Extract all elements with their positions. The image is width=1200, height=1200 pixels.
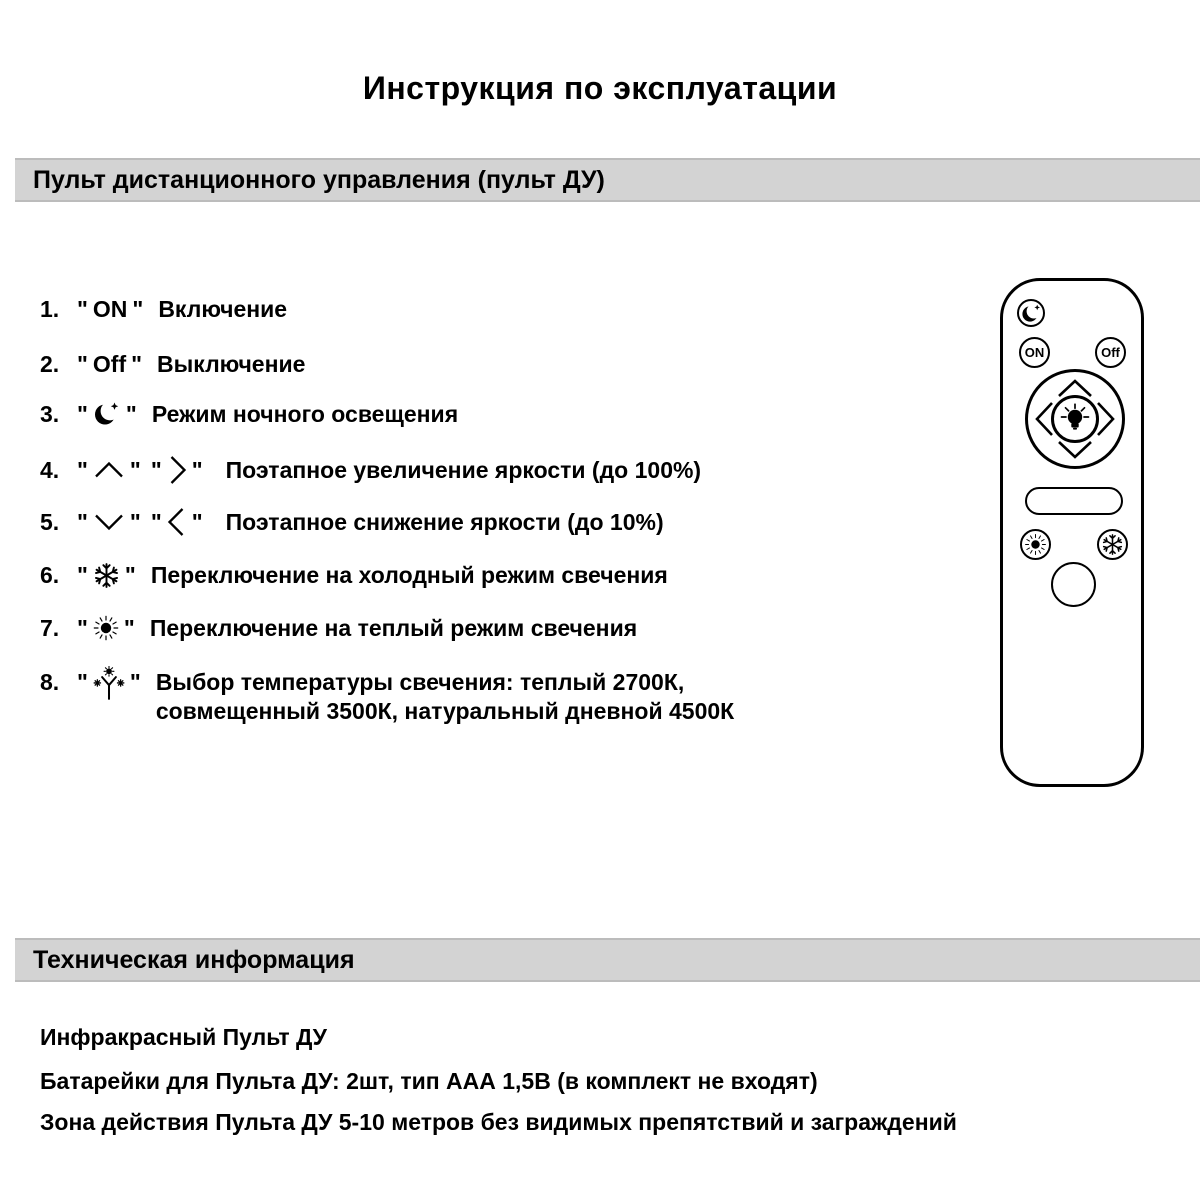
quote-mark: "	[77, 400, 88, 427]
chevron-right-icon	[1098, 403, 1113, 435]
remote-illustration	[1000, 278, 1144, 787]
item-number: 7.	[40, 614, 60, 641]
light-bulb-icon	[1055, 399, 1095, 439]
remote-cold-mode-button	[1097, 529, 1128, 560]
remote-on-button	[1019, 337, 1050, 368]
remote-off-label: Off	[1101, 345, 1120, 360]
tech-info-line: Зона действия Пульта ДУ 5-10 метров без видимых препятствий и заграждений	[40, 1109, 957, 1135]
off-label: Off	[92, 350, 127, 377]
list-item	[40, 294, 287, 324]
item-description-line1: Выбор температуры свечения: теплый 2700К,	[155, 669, 685, 695]
quote-mark: "	[77, 561, 88, 588]
quote-mark: "	[123, 614, 135, 641]
quote-mark: "	[129, 456, 141, 483]
moon-icon	[93, 400, 121, 428]
remote-center-button	[1051, 395, 1099, 443]
list-item	[40, 668, 734, 726]
remote-pill-button	[1025, 487, 1123, 515]
list-item	[40, 349, 305, 379]
chevron-left-icon	[1037, 403, 1052, 435]
list-item	[40, 507, 664, 537]
quote-mark: "	[191, 456, 203, 483]
remote-on-label: ON	[1024, 345, 1045, 360]
on-label: ON	[92, 295, 128, 322]
chevron-right-icon	[167, 454, 187, 486]
quote-mark: "	[191, 508, 203, 535]
quote-mark: "	[77, 350, 88, 377]
item-description: Поэтапное снижение яркости (до 10%)	[225, 508, 664, 535]
remote-blank-button	[1051, 562, 1096, 607]
list-item	[40, 613, 637, 643]
item-description: Режим ночного освещения	[151, 400, 459, 427]
quote-mark: "	[77, 614, 88, 641]
item-number: 4.	[40, 456, 60, 483]
list-item	[40, 455, 701, 485]
chevron-down-icon	[1059, 442, 1091, 457]
sun-icon	[1024, 533, 1047, 556]
quote-mark: "	[124, 561, 136, 588]
quote-mark: "	[77, 508, 88, 535]
chevron-left-icon	[167, 506, 187, 538]
quote-mark: "	[77, 295, 88, 322]
quote-mark: "	[150, 456, 162, 483]
quote-mark: "	[129, 508, 141, 535]
remote-off-button	[1095, 337, 1126, 368]
item-number: 3.	[40, 400, 60, 427]
item-description-line2: совмещенный 3500К, натуральный дневной 4500К	[155, 698, 735, 724]
remote-night-mode-button	[1017, 299, 1045, 327]
item-description: Выключение	[157, 350, 306, 377]
section-header-tech	[15, 938, 1200, 982]
page-title: Инструкция по эксплуатации	[362, 70, 838, 106]
item-number: 2.	[40, 350, 60, 377]
quote-mark: "	[129, 669, 141, 695]
item-number: 5.	[40, 508, 60, 535]
sun-icon	[93, 615, 119, 641]
tech-info-line: Батарейки для Пульта ДУ: 2шт, тип ААА 1,5В (в комплект не входят)	[40, 1068, 818, 1094]
item-description	[156, 668, 734, 726]
item-description: Включение	[158, 295, 288, 322]
chevron-down-icon	[93, 513, 125, 531]
snowflake-icon	[1101, 533, 1124, 556]
list-item	[40, 399, 458, 429]
chevron-up-icon	[1059, 381, 1091, 396]
list-item	[40, 560, 668, 590]
section-header-remote-label: Пульт дистанционного управления (пульт ДУ)	[33, 165, 605, 194]
item-number: 1.	[40, 295, 60, 322]
chevron-up-icon	[93, 461, 125, 479]
section-header-tech-label: Техническая информация	[33, 945, 355, 974]
item-number: 8.	[40, 669, 60, 695]
item-description: Переключение на холодный режим свечения	[150, 561, 668, 588]
item-description: Поэтапное увеличение яркости (до 100%)	[225, 456, 702, 483]
quote-mark: "	[150, 508, 162, 535]
quote-mark: "	[77, 456, 88, 483]
quote-mark: "	[125, 400, 137, 427]
quote-mark: "	[131, 350, 143, 377]
quote-mark: "	[77, 669, 88, 695]
section-header-remote	[15, 158, 1200, 202]
moon-icon	[1021, 303, 1042, 324]
temperature-select-icon	[93, 666, 125, 702]
snowflake-icon	[93, 562, 120, 589]
quote-mark: "	[132, 295, 144, 322]
item-number: 6.	[40, 561, 60, 588]
remote-warm-mode-button	[1020, 529, 1051, 560]
item-description: Переключение на теплый режим свечения	[149, 614, 638, 641]
tech-info-line: Инфракрасный Пульт ДУ	[40, 1024, 327, 1050]
